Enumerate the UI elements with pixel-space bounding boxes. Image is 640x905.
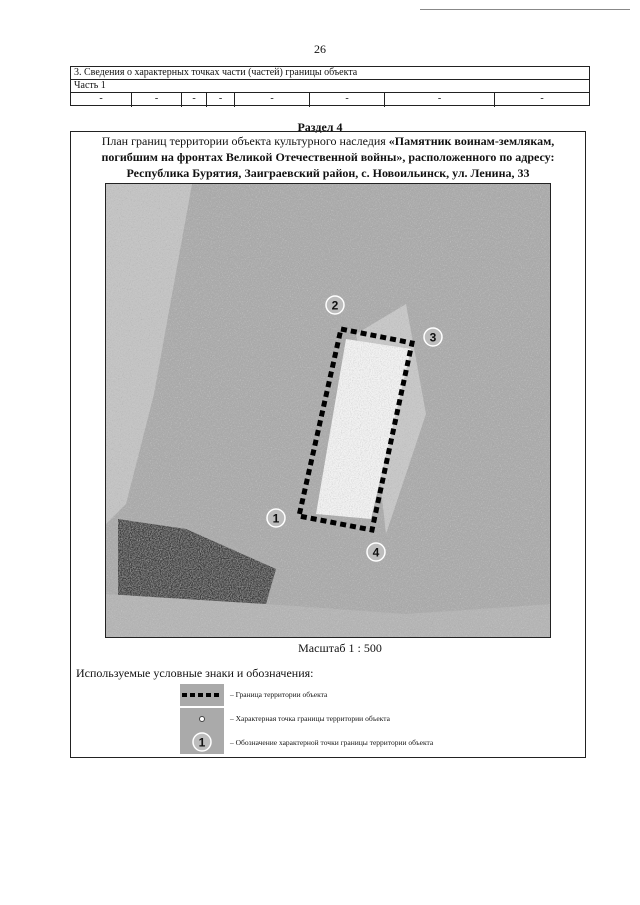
top-rule	[420, 9, 630, 10]
section3-cell: -	[181, 93, 206, 107]
map-scale: Масштаб 1 : 500	[298, 641, 382, 655]
legend-point-swatch	[180, 708, 224, 730]
section3-part: Часть 1	[71, 80, 589, 93]
map-point-label: 2	[331, 298, 339, 313]
map-point-2	[326, 296, 344, 314]
section3-cell: -	[206, 93, 234, 107]
page-number: 26	[314, 42, 326, 56]
legend-point-icon	[180, 708, 224, 730]
section4-title: Раздел 4	[297, 120, 343, 134]
section3-cell: -	[234, 93, 309, 107]
map-point-1	[267, 509, 285, 527]
section3-cell: -	[309, 93, 384, 107]
section3-title: 3. Сведения о характерных точках части (частей) границы объекта	[71, 67, 589, 80]
legend-label-swatch	[180, 730, 224, 754]
section3-cell: -	[131, 93, 181, 107]
map-point-label: 4	[372, 545, 380, 560]
legend-title: Используемые условные знаки и обозначения:	[76, 666, 314, 680]
boundary-map	[105, 183, 551, 638]
map-point-3	[424, 328, 442, 346]
legend-item-point: – Характерная точка границы территории объекта	[230, 714, 390, 723]
section3-values-row	[71, 93, 589, 107]
map-point-label: 3	[429, 330, 437, 345]
legend-item-boundary: – Граница территории объекта	[230, 690, 328, 699]
map-point-4	[367, 543, 385, 561]
section3-table	[70, 66, 590, 106]
plan-heading-object: «Памятник воинам-землякам, погибшим на фронтах Великой Отечественной войны», расположенного по адресу: Республика Бурятия, Заиграевский район, с. Новоильинск, ул. Ленина, 33	[101, 134, 555, 180]
section3-cell: -	[494, 93, 589, 107]
section3-cell: -	[384, 93, 494, 107]
map-image	[106, 184, 551, 638]
legend-label-number: 1	[198, 735, 206, 750]
legend-boundary-icon	[180, 684, 224, 706]
legend-item-label: – Обозначение характерной точки границы территории объекта	[230, 738, 434, 747]
legend-label-icon	[180, 730, 224, 754]
plan-heading-prefix: План границ территории объекта культурного наследия	[101, 134, 386, 148]
plan-heading	[74, 133, 582, 181]
legend-boundary-swatch	[180, 684, 224, 706]
map-point-label: 1	[272, 511, 280, 526]
section3-cell: -	[99, 93, 103, 104]
